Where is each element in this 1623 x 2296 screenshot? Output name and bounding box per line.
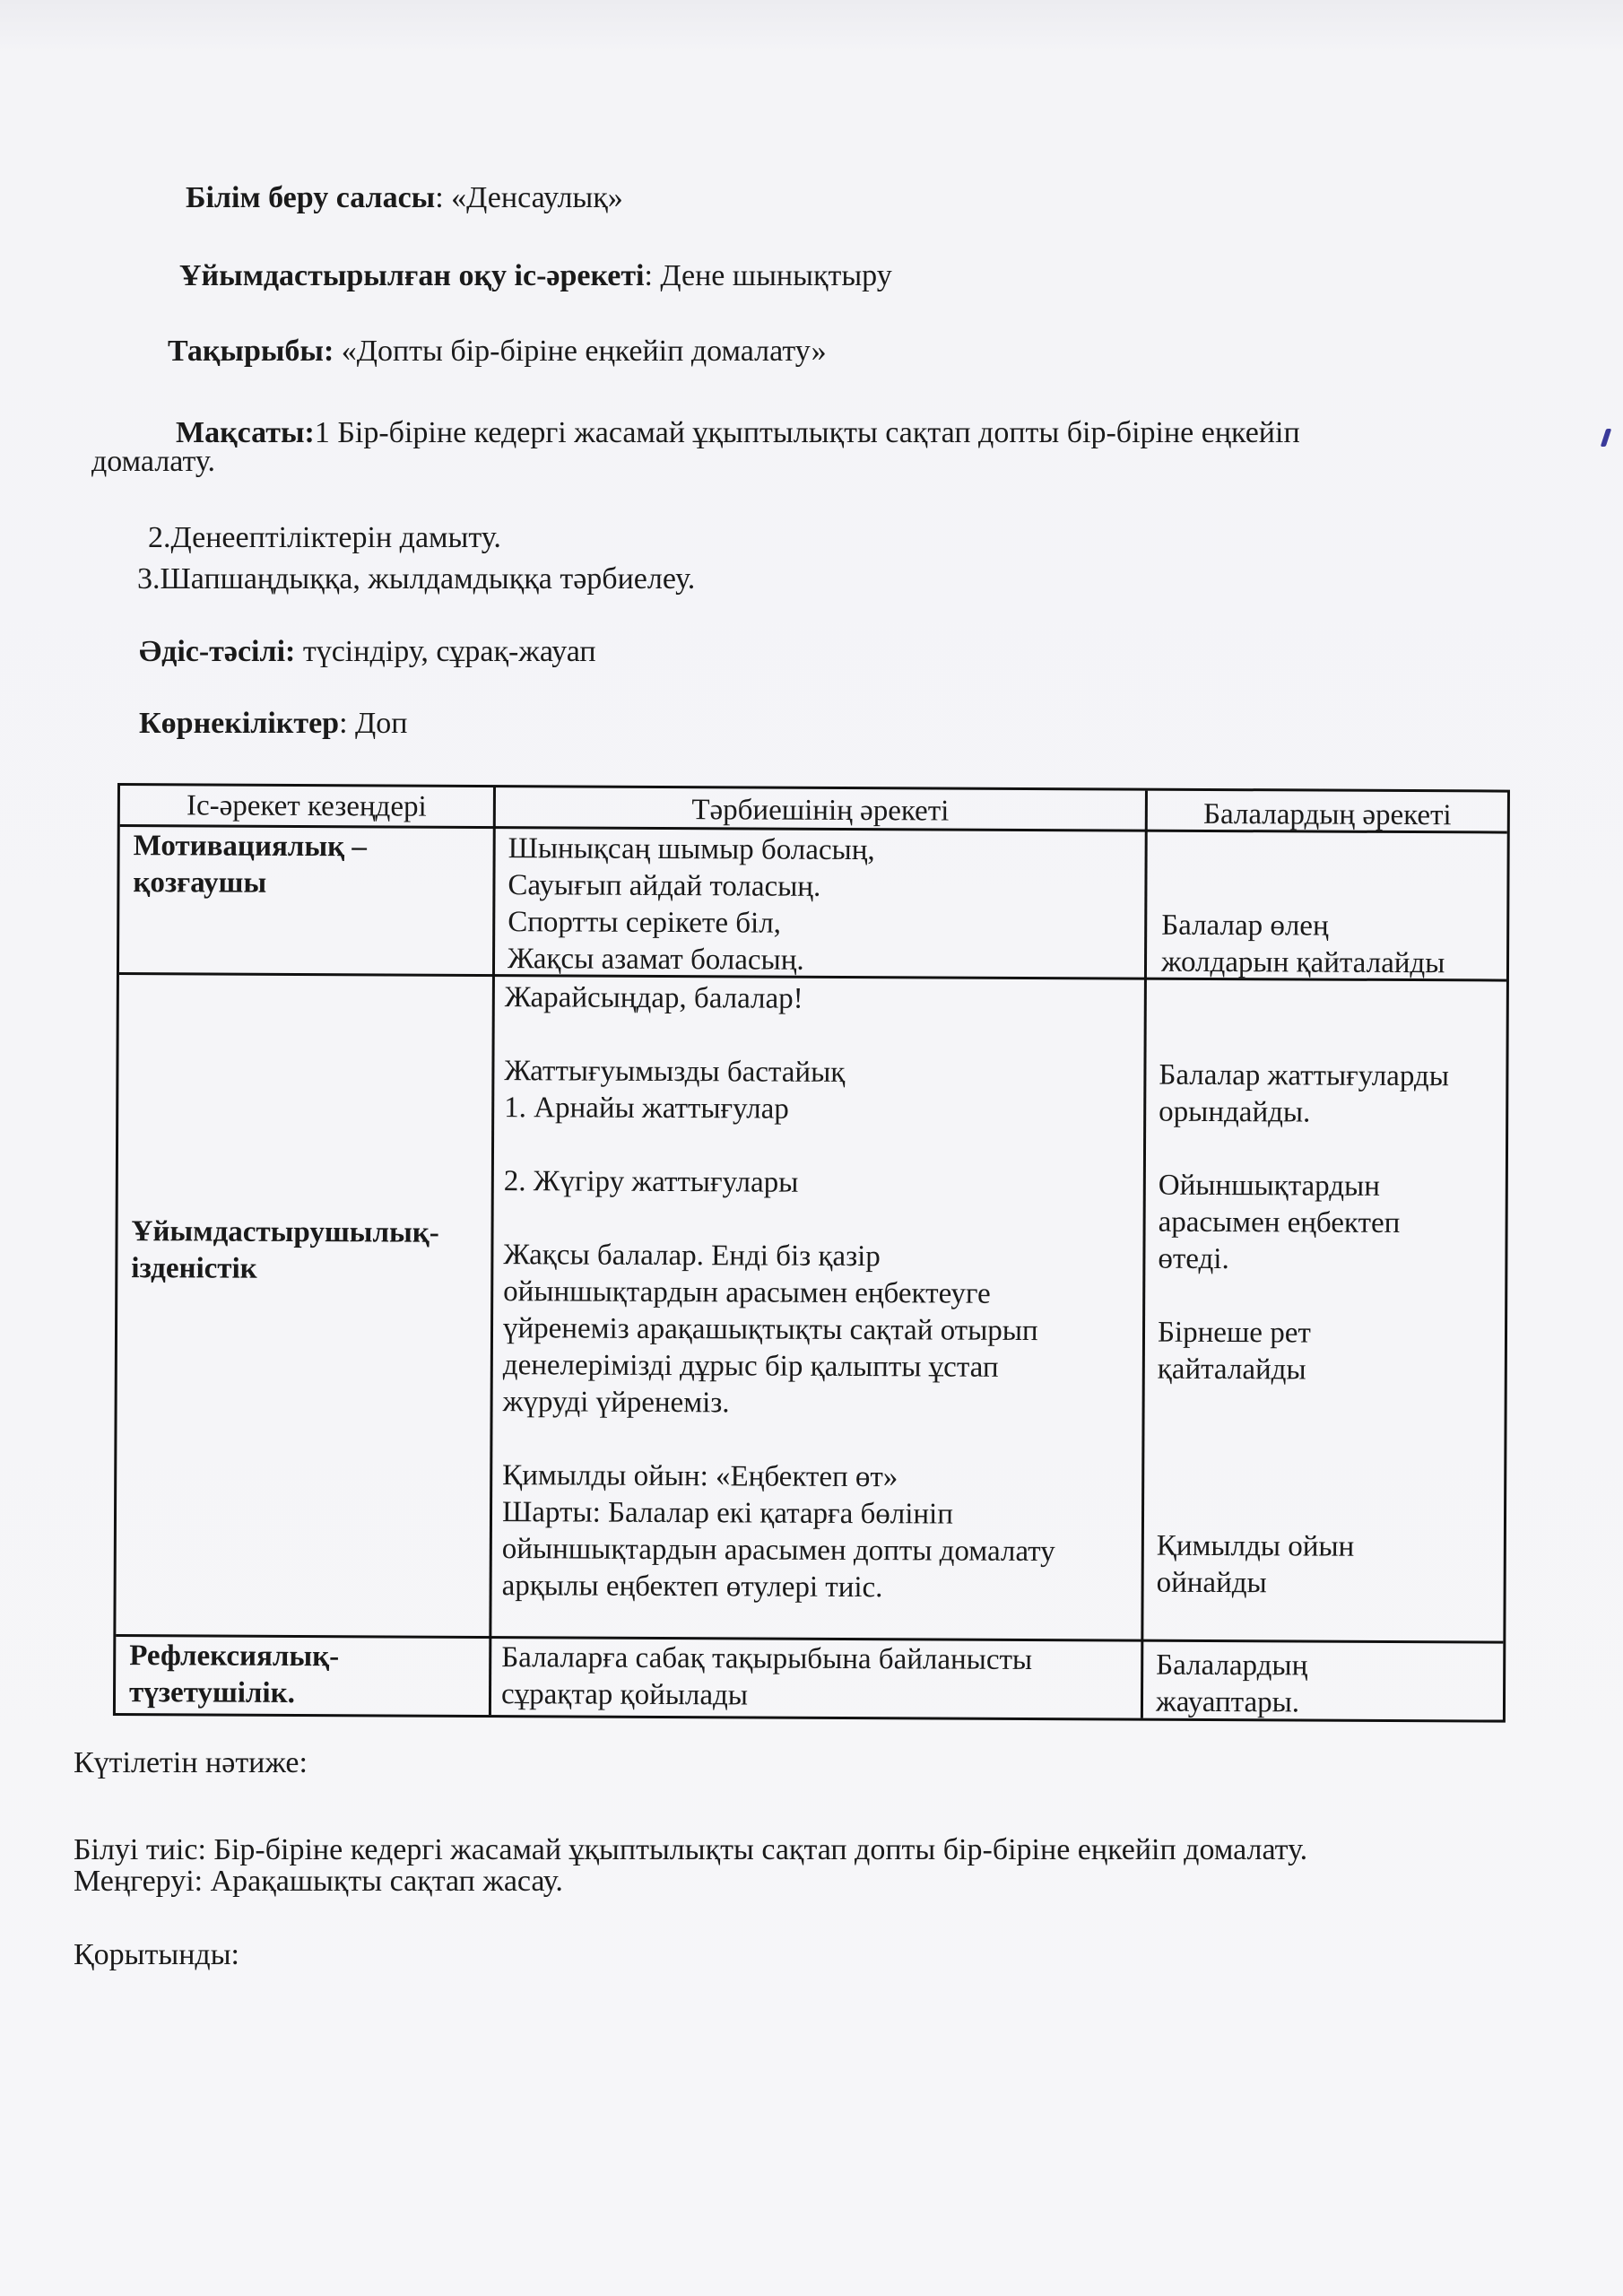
activity-label: Ұйымдастырылған оқу іс-әрекеті bbox=[179, 259, 645, 292]
education-area-value: : «Денсаулық» bbox=[435, 181, 623, 214]
mastery-line: Меңгеруі: Арақашықты сақтап жасау. bbox=[74, 1865, 563, 1898]
conclusion-heading: Қорытынды: bbox=[74, 1938, 240, 1971]
goal-line-1 bbox=[176, 414, 1300, 452]
goal-value-1: 1 Бір-біріне кедергі жасамай ұқыптылықты сақтап допты бір-біріне еңкейіп bbox=[314, 416, 1300, 449]
row2-children-b: Ойыншықтардын арасымен еңбектеп өтеді. bbox=[1158, 1169, 1401, 1276]
lesson-table bbox=[113, 783, 1510, 1723]
column-divider bbox=[1141, 791, 1148, 1718]
topic-label: Тақырыбы: bbox=[168, 335, 334, 368]
table-header-teacher: Тәрбиешінің әрекеті bbox=[691, 794, 950, 828]
row2-children-c: Бірнеше рет қайталайды bbox=[1157, 1316, 1311, 1387]
visuals-value: : Доп bbox=[339, 707, 408, 740]
goal-value-2: домалату. bbox=[91, 445, 216, 478]
education-area-line bbox=[186, 179, 623, 217]
method-value: түсіндіру, сұрақ-жауап bbox=[295, 635, 596, 668]
education-area-label: Білім беру саласы bbox=[186, 181, 436, 214]
topic-value: «Допты бір-біріне еңкейіп домалату» bbox=[334, 335, 827, 368]
column-divider bbox=[489, 787, 496, 1715]
row3-stage: Рефлексиялық- түзетушілік. bbox=[128, 1639, 340, 1709]
goal-label: Мақсаты: bbox=[176, 416, 315, 449]
goal-2: 2.Денеептіліктерін дамыту. bbox=[148, 521, 501, 554]
visuals-line bbox=[139, 705, 407, 743]
row3-children: Балалардың жауаптары. bbox=[1155, 1648, 1308, 1719]
table-header-children: Балалардың әрекеті bbox=[1202, 797, 1452, 832]
row3-teacher: Балаларға сабақ тақырыбына байланысты сұрақтар қойылады bbox=[500, 1641, 1033, 1712]
row2-stage: Ұйымдастырушылық- ізденістік bbox=[131, 1215, 439, 1285]
row1-stage: Мотивациялық – қозғаушы bbox=[133, 830, 367, 900]
row2-children-d: Қимылды ойын ойнайды bbox=[1156, 1529, 1355, 1600]
method-line bbox=[139, 633, 596, 671]
topic-line bbox=[168, 333, 827, 370]
row2-children-a: Балалар жаттығуларды орындайды. bbox=[1159, 1058, 1450, 1129]
table-header-stage: Іс-әрекет кезеңдері bbox=[186, 789, 427, 823]
activity-line bbox=[179, 257, 892, 295]
goal-3: 3.Шапшаңдыққа, жылдамдыққа тәрбиелеу. bbox=[137, 562, 696, 596]
activity-value: : Дене шынықтыру bbox=[644, 259, 892, 292]
knowledge-line: Білуі тиіс: Бір-біріне кедергі жасамай ұқыптылықты сақтап допты бір-біріне еңкейіп домалату. bbox=[74, 1833, 1308, 1866]
row1-children: Балалар өлең жолдарын қайталайды bbox=[1160, 909, 1445, 980]
row1-teacher: Шынықсаң шымыр боласың, Сауығып айдай толасың. Спортты серікете біл, Жақсы азамат боласың. bbox=[507, 832, 875, 977]
method-label: Әдіс-тәсілі: bbox=[139, 635, 296, 668]
goal-line-2 bbox=[91, 443, 215, 481]
visuals-label: Көрнекіліктер bbox=[139, 707, 340, 740]
expected-result-heading: Күтілетін нәтиже: bbox=[74, 1746, 308, 1779]
row2-teacher: Жарайсыңдар, балалар! Жаттығуымызды бастайық 1. Арнайы жаттығулар 2. Жүгіру жаттығулары Жақсы балалар. Енді біз қазір ойыншықтардын арасымен еңбектеуге үйренеміз арақашықтықты сақтай отырып денелерімізді дұрыс бір қалыпты ұстап жүруді үйренеміз. Қимылды ойын: «Еңбектеп өт» Шарты: Балалар екі қатарға бөлініп ойыншықтардын арасымен допты домалату арқылы еңбектеп өтулері тиіс. bbox=[501, 981, 1055, 1605]
pen-mark bbox=[1601, 429, 1611, 447]
